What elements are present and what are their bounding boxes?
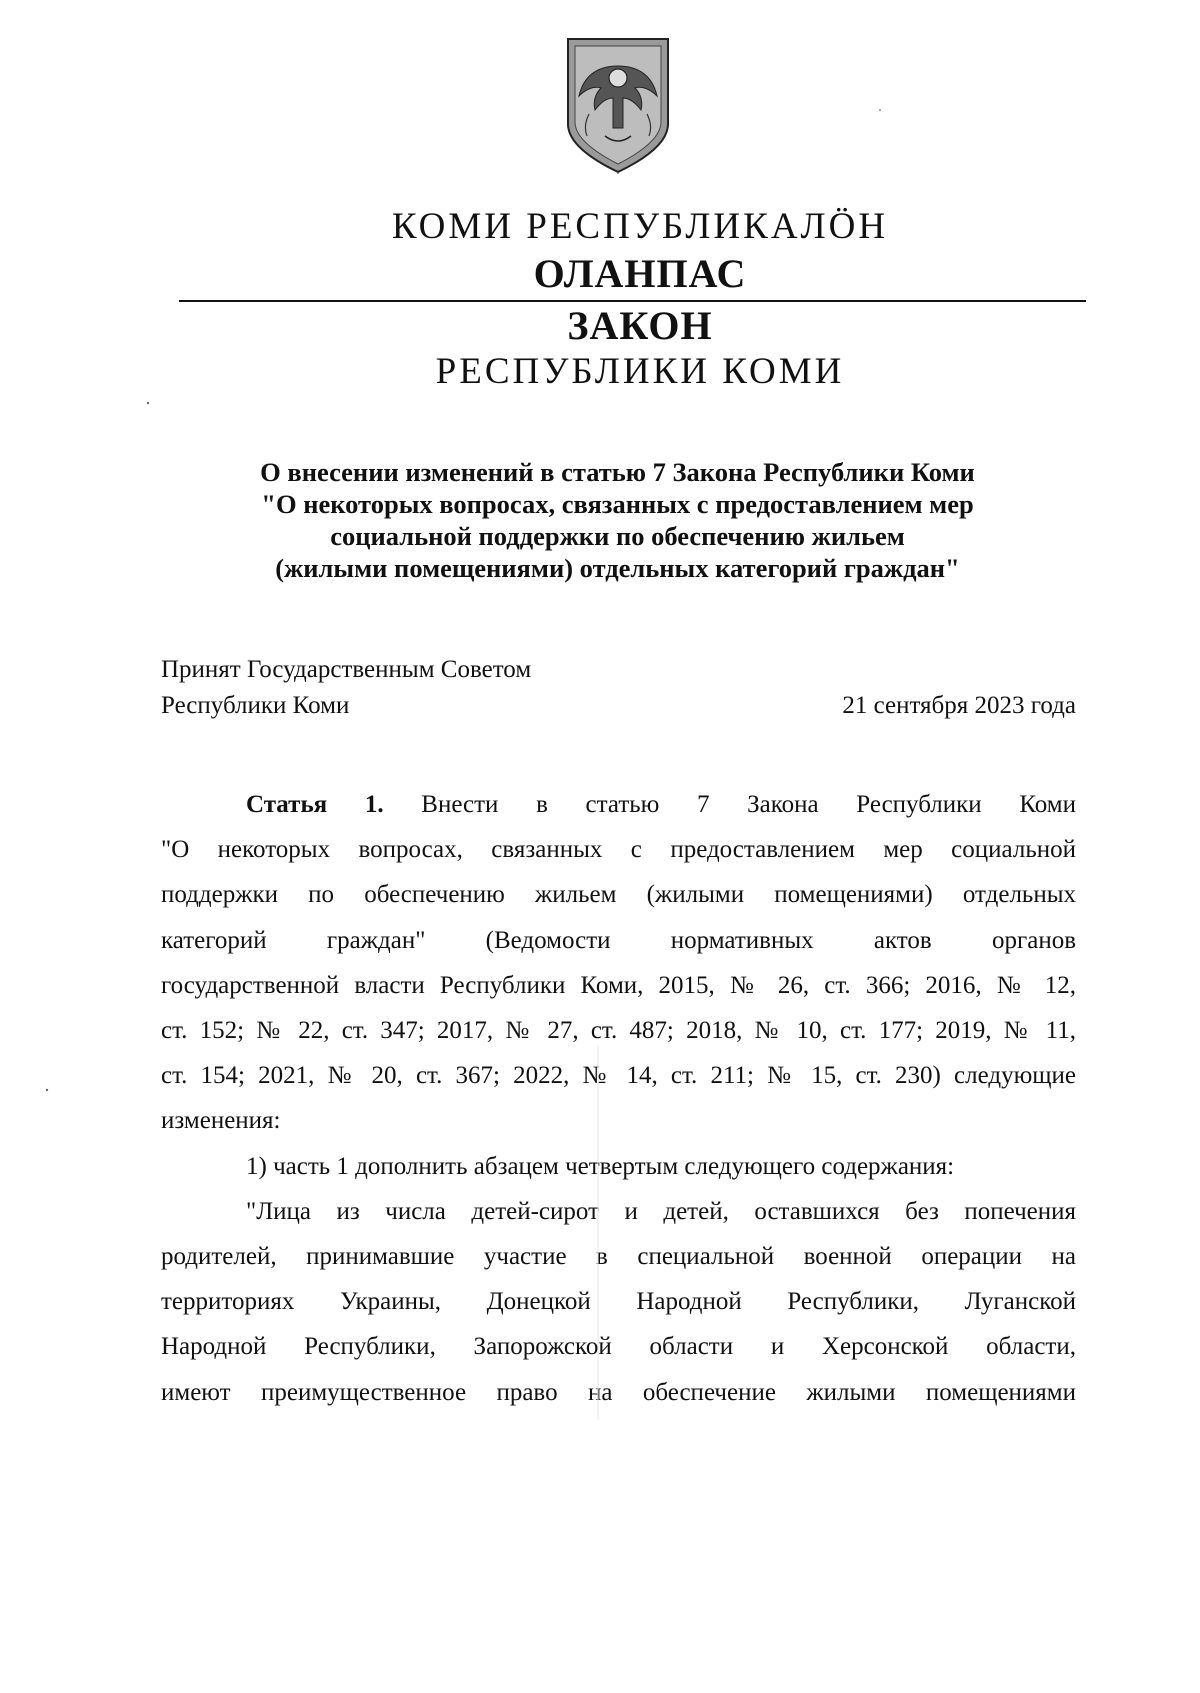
- law-title-line: (жилыми помещениями) отдельных категорий граждан": [275, 553, 960, 583]
- coat-of-arms-emblem: [565, 36, 671, 174]
- adopted-by-line: Республики Коми: [161, 692, 350, 719]
- article-1-line: ст. 154; 2021, № 20, ст. 367; 2022, № 14, ст. 211; № 15, ст. 230) следующие: [161, 1062, 1076, 1090]
- adoption-date: 21 сентября 2023 года: [842, 692, 1076, 719]
- article-1-text: Внести в статью 7 Закона Республики Коми: [383, 791, 1076, 818]
- article-1-line: государственной власти Республики Коми, 2015, № 26, ст. 366; 2016, № 12,: [161, 971, 1076, 999]
- article-1: [161, 782, 1076, 1415]
- header-zakon: ЗАКОН: [567, 303, 713, 348]
- article-1-line: [161, 782, 1076, 827]
- article-1-line: поддержки по обеспечению жильем (жилыми помещениями) отдельных: [161, 881, 1076, 909]
- quote-line: родителей, принимавшие участие в специальной военной операции на: [161, 1243, 1076, 1271]
- law-title-line: О внесении изменений в статью 7 Закона Республики Коми: [260, 457, 975, 487]
- law-title: [160, 456, 1075, 584]
- header-olanpas: ОЛАНПАС: [533, 251, 747, 296]
- article-1-label: Статья 1.: [246, 791, 384, 818]
- article-1-line: ст. 152; № 22, ст. 347; 2017, № 27, ст. 487; 2018, № 10, ст. 177; 2019, № 11,: [161, 1017, 1076, 1045]
- quote-line: территориях Украины, Донецкой Народной Республики, Луганской: [161, 1288, 1076, 1316]
- header-republic-komi: РЕСПУБЛИКИ КОМИ: [435, 351, 845, 392]
- quote-line: имеют преимущественное право на обеспечение жилыми помещениями: [161, 1378, 1076, 1406]
- adopted-by-line: Принят Государственным Советом: [161, 656, 532, 683]
- adopted-by: [161, 652, 531, 724]
- article-1-line: "О некоторых вопросах, связанных с предоставлением мер социальной: [161, 836, 1076, 864]
- quote-line: Народной Республики, Запорожской области и Херсонской области,: [161, 1333, 1076, 1361]
- article-1-line: категорий граждан" (Ведомости нормативных актов органов: [161, 926, 1076, 954]
- article-1-item-1: 1) часть 1 дополнить абзацем четвертым следующего содержания:: [246, 1152, 955, 1180]
- quote-line: "Лица из числа детей-сирот и детей, оставшихся без попечения: [246, 1197, 1076, 1225]
- article-1-line: изменения:: [161, 1107, 281, 1135]
- header-komi-republic: КОМИ РЕСПУБЛИКАЛӦН: [391, 206, 889, 247]
- law-title-line: социальной поддержки по обеспечению жильем: [330, 521, 905, 551]
- law-title-line: "О некоторых вопросах, связанных с предоставлением мер: [261, 489, 974, 519]
